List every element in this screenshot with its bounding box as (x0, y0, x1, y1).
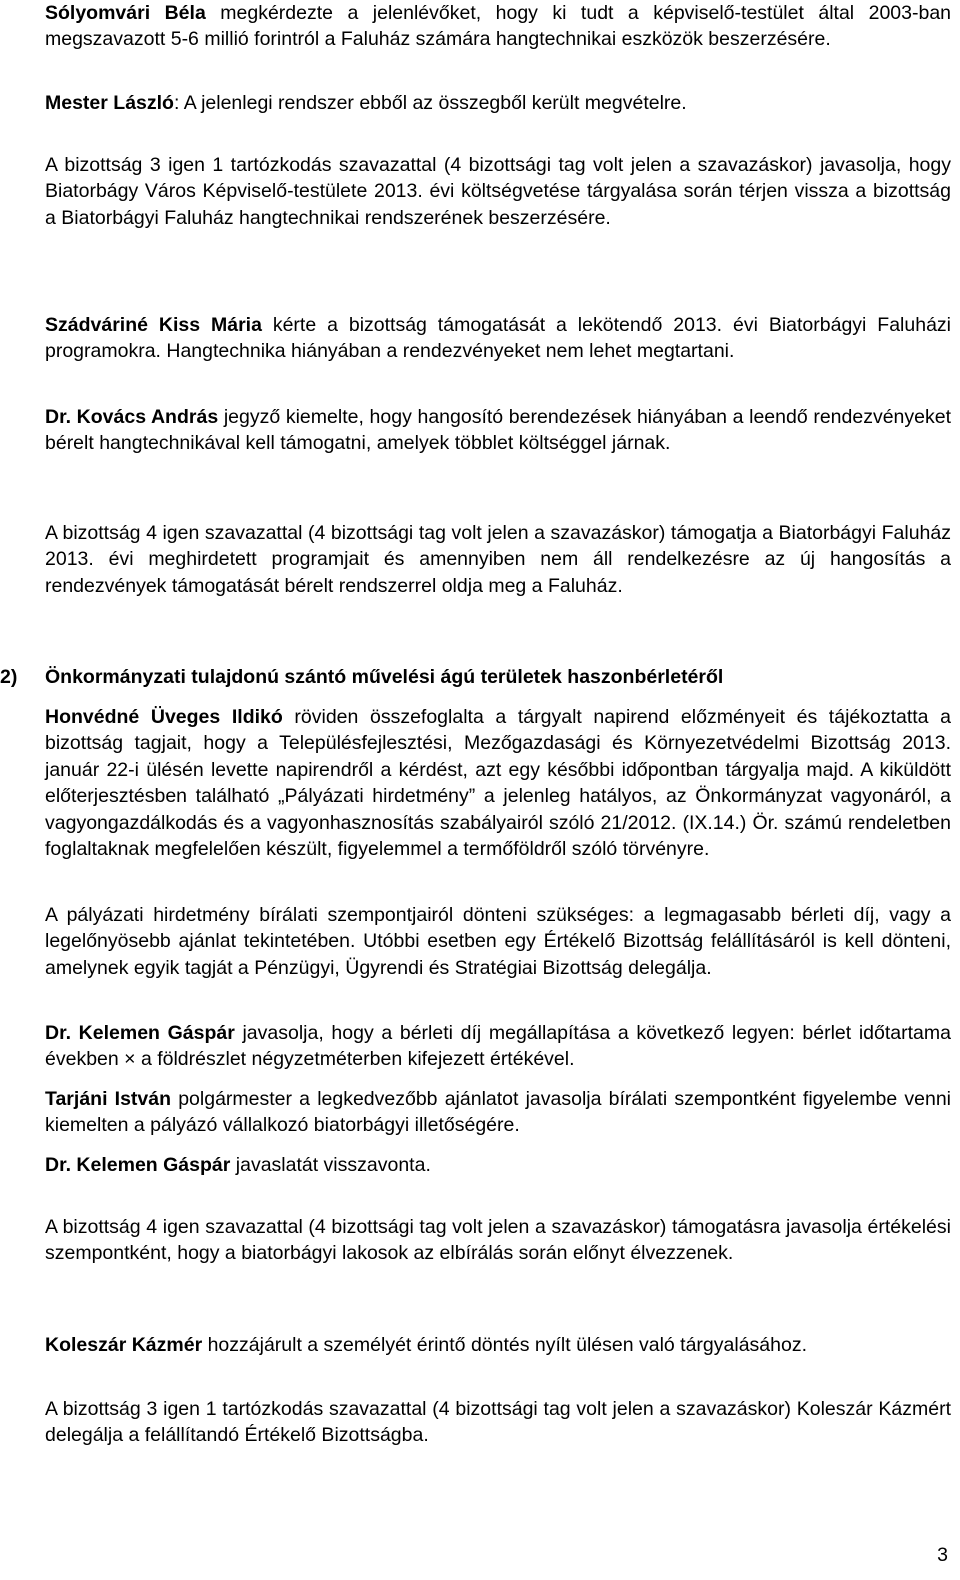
paragraph-kelemen-2 (45, 1152, 431, 1178)
paragraph-resolution-2 (45, 520, 951, 599)
speaker-name: Dr. Kelemen Gáspár (45, 1154, 231, 1176)
paragraph-koleszar (45, 1332, 807, 1358)
paragraph-text: A bizottság 3 igen 1 tartózkodás szavazattal (4 bizottsági tag volt jelen a szavazáskor) Koleszár Kázmért delegálja a felállítandó Értékelő Bizottságba. (45, 1398, 951, 1447)
paragraph-mester (45, 90, 687, 116)
speaker-name: Honvédné Üveges Ildikó (45, 706, 283, 728)
paragraph-text: röviden összefoglalta a tárgyalt napirend előzményeit és tájékoztatta a bizottság tagjait, hogy a Településfejlesztési, Mezőgazdasági és Környezetvédelmi Bizottság 2013. január 22-i ülésén levette napirendről a kérdést, azt egy későbbi időpontban tárgyalja majd. A kiküldött előterjesztésben található „Pályázati hirdetmény” a jelenleg hatályos, az Önkormányzat vagyonáról, a vagyongazdálkodás és a vagyonhasznosítás szabályairól szóló 21/2012. (IX.14.) Ör. számú rendeletben foglaltaknak megfelelően készült, figyelemmel a termőföldről szóló törvényre. (45, 706, 951, 861)
paragraph-text: A bizottság 4 igen szavazattal (4 bizottsági tag volt jelen a szavazáskor) támogatja a Biatorbágyi Faluház 2013. évi meghirdetett programjait és amennyiben nem áll rendelkezésre az új hangosítás a rendezvények támogatását bérelt rendszerrel oldja meg a Faluház. (45, 522, 951, 597)
paragraph-text: A bizottság 3 igen 1 tartózkodás szavazattal (4 bizottsági tag volt jelen a szavazáskor) javasolja, hogy Biatorbágy Város Képviselő-testülete 2013. évi költségvetése tárgyalása során térjen vissza a bizottság a Biatorbágyi Faluház hangtechnikai rendszerének beszerzésére. (45, 154, 951, 229)
paragraph-text: hozzájárult a személyét érintő döntés nyílt ülésen való tárgyalásához. (202, 1334, 807, 1356)
paragraph-text: A pályázati hirdetmény bírálati szempontjairól dönteni szükséges: a legmagasabb bérleti díj, vagy a legelőnyösebb ajánlat tekintetében. Utóbbi esetben egy Értékelő Bizottság felállításáról is kell dönteni, amelynek egyik tagját a Pénzügyi, Ügyrendi és Stratégiai Bizottság delegálja. (45, 904, 951, 979)
paragraph-text: kérte a bizottság támogatását a lekötendő 2013. évi Biatorbágyi Faluházi programokra. Hangtechnika hiányában a rendezvényeket nem lehet megtartani. (45, 314, 951, 363)
paragraph-kovacs (45, 404, 951, 457)
agenda-heading (0, 664, 951, 690)
paragraph-text: jegyző kiemelte, hogy hangosító berendezések hiányában a leendő rendezvényeket bérelt hangtechnikával kell támogatni, amelyek többlet költséggel járnak. (45, 406, 952, 455)
paragraph-resolution-4 (45, 1396, 951, 1449)
paragraph-honvedne (45, 704, 951, 862)
paragraph-text: megkérdezte a jelenlévőket, hogy ki tudt a képviselő-testület által 2003-ban megszavazott 5-6 millió forintról a Faluház számára hangtechnikai eszközök beszerzésére. (45, 2, 952, 51)
paragraph-kelemen-1 (45, 1020, 951, 1073)
paragraph-text: : A jelenlegi rendszer ebből az összegből került megvételre. (173, 92, 687, 114)
paragraph-szadvarine (45, 312, 951, 365)
speaker-name: Dr. Kelemen Gáspár (45, 1022, 235, 1044)
paragraph-resolution-3 (45, 1214, 951, 1267)
speaker-name: Dr. Kovács András (45, 406, 219, 428)
paragraph-text: javasolja, hogy a bérleti díj megállapítása a következő legyen: bérlet időtartama években × a földrészlet négyzetméterben kifejezett értékével. (45, 1022, 951, 1071)
speaker-name: Mester László (45, 92, 174, 114)
speaker-name: Szádváriné Kiss Mária (45, 314, 262, 336)
speaker-name: Koleszár Kázmér (45, 1334, 203, 1356)
speaker-name: Sólyomvári Béla (45, 2, 206, 24)
agenda-title: Önkormányzati tulajdonú szántó művelési ágú területek haszonbérletéről (45, 666, 724, 688)
speaker-name: Tarjáni István (45, 1088, 172, 1110)
paragraph-palyazati (45, 902, 951, 981)
paragraph-tarjani (45, 1086, 951, 1139)
paragraph-text: javaslatát visszavonta. (230, 1154, 431, 1176)
paragraph-text: polgármester a legkedvezőbb ajánlatot javasolja bírálati szempontként figyelembe venni kiemelten a pályázó vállalkozó biatorbágyi illetőségére. (45, 1088, 952, 1137)
agenda-number: 2) (0, 666, 18, 688)
paragraph-text: A bizottság 4 igen szavazattal (4 bizottsági tag volt jelen a szavazáskor) támogatásra javasolja értékelési szempontként, hogy a biatorbágyi lakosok az elbírálás során előnyt élvezzenek. (45, 1216, 951, 1265)
page-number: 3 (937, 1543, 948, 1566)
paragraph-resolution-1 (45, 152, 951, 231)
paragraph-solyomvari (45, 0, 951, 53)
